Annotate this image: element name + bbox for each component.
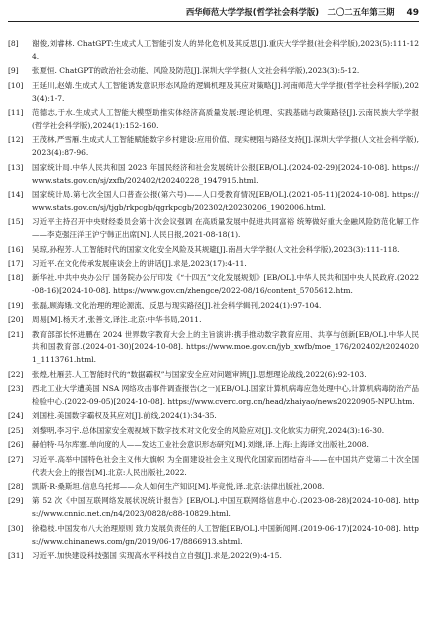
page-header (8, 0, 419, 20)
reference-number: [12] (8, 135, 24, 145)
reference-entry (8, 481, 419, 494)
reference-list (8, 38, 419, 564)
reference-entry (8, 300, 419, 313)
reference-text: 王茂林,严雪雁.生成式人工智能赋能数字乡村建设:应用价值、现实梗阻与路径支持[J].深圳大学学报(人文社会科学版),2023(4):87-96. (32, 135, 419, 158)
page-number: 49 (406, 8, 419, 18)
reference-number: [27] (8, 454, 24, 464)
reference-number: [29] (8, 496, 24, 506)
reference-number: [11] (8, 108, 24, 118)
reference-number: [15] (8, 217, 24, 227)
reference-text: 教育部部长怀进鹏在 2024 世界数字教育大会上的主旨演讲:携手推动数字教育应用、共享与创新[EB/OL].中华人民共和国教育部.(2024-01-30)[2024-10-08]. https://www.moe.gov.cn/jyb_xwfb/moe_176/202402/t20240201_1113761.html. (32, 329, 419, 365)
reference-entry (8, 258, 419, 271)
reference-text: 赫伯特·马尔库塞.单向度的人——发达工业社会意识形态研究[M].刘继,译.上海:上海译文出版社,2008. (32, 440, 369, 450)
reference-entry (8, 410, 419, 423)
reference-number: [23] (8, 384, 24, 394)
reference-text: 国家统计局.第七次全国人口普查公报(第六号)——人口受教育情况[EB/OL].(2021-05-11)[2024-10-08]. https://www.stats.gov.cn/sj/tjgb/rkpcgb/qgrkpcgb/202302/t20230206_1902006.html. (32, 189, 419, 212)
reference-entry (8, 439, 419, 452)
reference-text: 习近平.高举中国特色社会主义伟大旗帜 为全面建设社会主义现代化国家而团结奋斗——在中国共产党第二十次全国代表大会上的报告[M].北京:人民出版社,2022. (32, 454, 419, 477)
reference-text: 张磊,顾海娥.文化治理的理论源流、反思与现实路径[J].社会科学辑刊,2024(1):97-104. (32, 300, 322, 310)
reference-number: [25] (8, 425, 24, 435)
reference-text: 吴琼,孙程芳.人工智能时代的国家文化安全风险及其规避[J].南昌大学学报(人文社会科学版),2023(3):111-118. (32, 244, 400, 254)
reference-entry (8, 65, 419, 78)
reference-entry (8, 216, 419, 242)
reference-entry (8, 134, 419, 160)
journal-header (186, 6, 419, 18)
reference-number: [28] (8, 482, 24, 491)
reference-number: [19] (8, 300, 24, 310)
reference-text: 刘国柱.美国数字霸权及其应对[J].前线,2024(1):34-35. (32, 411, 217, 421)
reference-number: [30] (8, 523, 24, 533)
reference-number: [17] (8, 259, 24, 268)
reference-entry (8, 189, 419, 215)
reference-entry (8, 244, 419, 257)
journal-title: 西华师范大学学报(哲学社会科学版) 二〇二五年第三期 (185, 7, 395, 17)
reference-number: [14] (8, 189, 24, 199)
reference-number: [18] (8, 273, 24, 283)
reference-number: [22] (8, 369, 24, 379)
reference-number: [31] (8, 551, 24, 561)
reference-text: 周易[M].杨天才,张善文,译注.北京:中华书局,2011. (32, 315, 202, 325)
reference-text: 刘黎明,李习宇.总体国家安全观视域下数字技术对文化安全的风险应对[J].文化软实力研究,2024(3):16-30. (32, 425, 385, 435)
reference-text: 徐稳枝.中国发布八大治理原则 致力发展负责任的人工智能[EB/OL].中国新闻网.(2019-06-17)[2024-10-08]. https://www.chinanews.com/gn/2019/06-17/8866913.shtml. (32, 523, 419, 546)
reference-entry (8, 80, 419, 106)
reference-entry (8, 162, 419, 188)
reference-text: 凯斯·R·桑斯坦.信息乌托邦——众人如何生产知识[M].毕竞悦,译.北京:法律出版社,2008. (32, 482, 325, 491)
reference-number: [13] (8, 162, 24, 172)
reference-entry (8, 495, 419, 521)
reference-number: [20] (8, 315, 24, 325)
reference-text: 习近平.在文化传承发展座谈会上的讲话[J].求是,2023(17):4-11. (32, 259, 247, 268)
reference-entry (8, 329, 419, 368)
reference-number: [21] (8, 329, 24, 339)
reference-number: [16] (8, 244, 24, 254)
reference-entry (8, 383, 419, 409)
reference-entry (8, 314, 419, 327)
header-rule (8, 21, 419, 22)
reference-text: 新华社.中共中央办公厅 国务院办公厅印发《“十四五”文化发展规划》[EB/OL].中华人民共和国中央人民政府.(2022-08-16)[2024-10-08]. https://www.gov.cn/zhengce/2022-08/16/content_5705612.htm. (32, 273, 419, 296)
reference-entry (8, 38, 419, 64)
reference-text: 王延川,赵婧.生成式人工智能诱发意识形态风险的逻辑机理及其应对策略[J].河南师范大学学报(哲学社会科学版),2023(4):1-7. (32, 80, 419, 103)
reference-number: [8] (8, 39, 19, 48)
reference-number: [10] (8, 80, 24, 90)
reference-number: [24] (8, 411, 24, 421)
reference-entry (8, 454, 419, 480)
reference-text: 范德志,于水.生成式人工智能大模型助推实体经济高质量发展:理论机理、实践基础与政策路径[J].云南民族大学学报(哲学社会科学版),2024(1):152-160. (32, 108, 419, 130)
reference-text: 习近平.加快建设科技强国 实现高水平科技自立自强[J].求是,2022(9):4-15. (32, 551, 282, 561)
reference-text: 张夏恒. ChatGPT的政治社会动能、风险及防范[J].深圳大学学报(人文社会科学版),2023(3):5-12. (32, 66, 360, 76)
reference-text: 张煌,杜雁芸.人工智能时代的“数据霸权”与国家安全应对问题审辨[J].思想理论战线,2022(6):92-103. (32, 369, 367, 379)
reference-entry (8, 369, 419, 382)
reference-number: [9] (8, 66, 19, 76)
reference-entry (8, 107, 419, 133)
reference-entry (8, 523, 419, 549)
reference-entry (8, 272, 419, 298)
reference-text: 谢俊,刘睿林. ChatGPT:生成式人工智能引发人的异化危机及其反思[J].重庆大学学报(社会科学版),2023(5):111-124. (32, 39, 419, 61)
reference-number: [26] (8, 440, 24, 450)
reference-entry (8, 425, 419, 438)
reference-text: 第 52 次《中国互联网络发展状况统计报告》[EB/OL].中国互联网络信息中心.(2023-08-28)[2024-10-08]. https://www.cnnic.net.cn/n4/2023/0828/c88-10829.html. (32, 496, 419, 519)
reference-entry (8, 550, 419, 563)
reference-text: 西北工业大学遭美国 NSA 网络攻击事件调查报告(之一)[EB/OL].国家计算机病毒应急处理中心,计算机病毒防治产品检验中心.(2022-09-05)[2024-10-08]. https://www.cverc.org.cn/head/zhaiyao/news20220905-NPU.htm. (32, 384, 419, 407)
reference-text: 国家统计局.中华人民共和国 2023 年国民经济和社会发展统计公报[EB/OL].(2024-02-29)[2024-10-08]. https://www.stats.gov.cn/sj/zxfb/202402/t20240228_1947915.html. (32, 162, 419, 185)
reference-text: 习近平主持召开中央财经委员会第十次会议强调 在高质量发展中促进共同富裕 统筹做好重大金融风险防范化解工作——李克强汪洋王沪宁韩正出席[N].人民日报,2021-08-18(1). (32, 217, 419, 240)
